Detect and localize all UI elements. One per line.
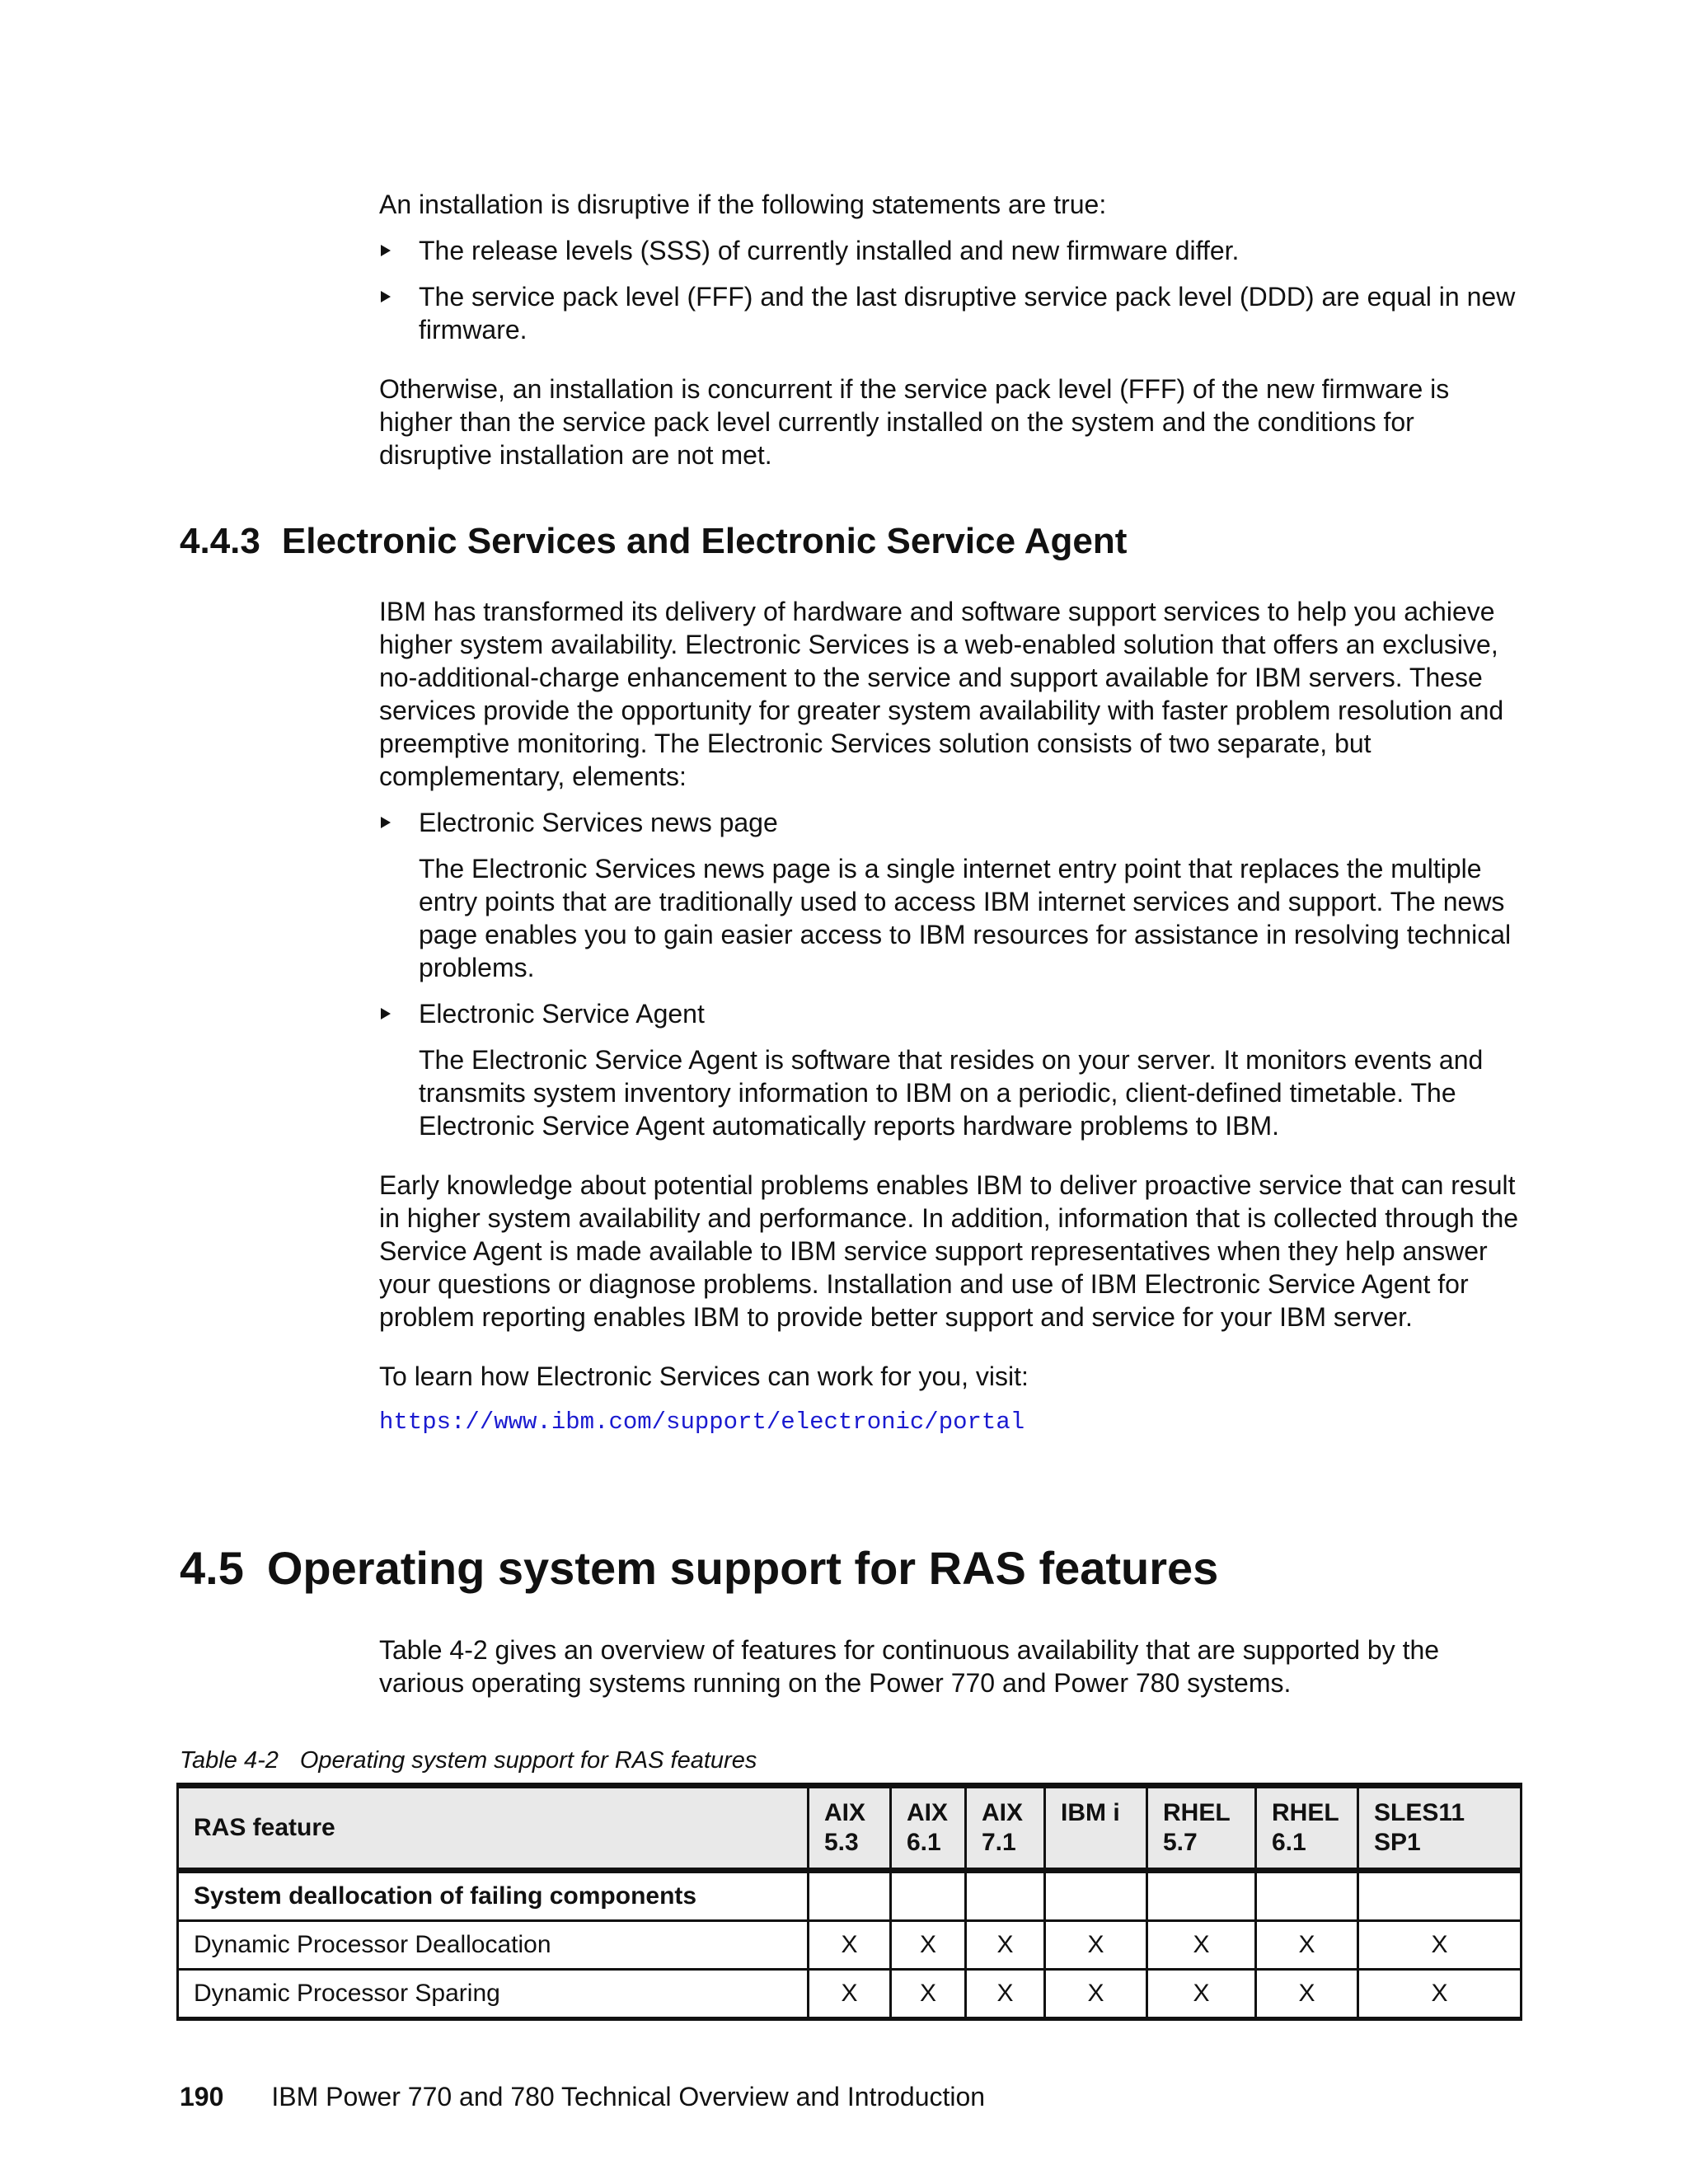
column-header-ibm-i: IBM i — [1045, 1786, 1147, 1871]
section-4-5-body — [379, 1633, 1521, 1699]
intro-lead: An installation is disruptive if the following statements are true: — [379, 190, 1107, 219]
column-header-ras-feature: RAS feature — [178, 1786, 809, 1871]
page-number: 190 — [180, 2082, 224, 2111]
intro-otherwise-paragraph: Otherwise, an installation is concurrent if the service pack level (FFF) of the new firmware is higher than the service pack level currently installed on the system and the conditions for disruptive installation are not met. — [379, 374, 1450, 470]
intro-block — [379, 188, 1521, 471]
table-row — [178, 1921, 1522, 1970]
column-header-rhel-6-1: RHEL 6.1 — [1256, 1786, 1358, 1871]
column-header-aix-5-3: AIX 5.3 — [809, 1786, 891, 1871]
table-row — [178, 1970, 1522, 2019]
row-feature-name: Dynamic Processor Sparing — [178, 1970, 809, 2019]
table-caption: Table 4-2 Operating system support for RAS features — [180, 1747, 757, 1774]
bullet-triangle-icon — [381, 1008, 391, 1019]
table-header-row — [178, 1786, 1522, 1871]
section-heading-4-5: 4.5 Operating system support for RAS features — [180, 1542, 1219, 1594]
learn-more-text: To learn how Electronic Services can work for you, visit: — [379, 1361, 1029, 1391]
section-heading-4-4-3: 4.4.3 Electronic Services and Electronic Service Agent — [180, 521, 1128, 561]
electronic-services-intro-paragraph: IBM has transformed its delivery of hardware and software support services to help you achieve higher system availability. Electronic Services is a web-enabled solution that offers an exclusive, no-additional-charge enhancement to the service and support available for IBM servers. These services provide the opportunity for greater system availability with faster problem resolution and preemptive monitoring. The Electronic Services solution consists of two separate, but complementary, elements: — [379, 597, 1504, 791]
support-mark: X — [1358, 1970, 1522, 2019]
bullet-triangle-icon — [381, 817, 391, 828]
page-footer — [180, 2080, 985, 2113]
support-mark: X — [1256, 1921, 1358, 1970]
support-mark: X — [1358, 1921, 1522, 1970]
support-mark: X — [809, 1970, 891, 2019]
book-title: IBM Power 770 and 780 Technical Overview and Introduction — [271, 2082, 986, 2111]
support-mark: X — [809, 1921, 891, 1970]
table-intro-paragraph: Table 4-2 gives an overview of features for continuous availability that are supported by the various operating systems running on the Power 770 and Power 780 systems. — [379, 1635, 1440, 1698]
electronic-services-elements-list — [379, 806, 1521, 839]
bullet-triangle-icon — [381, 291, 391, 302]
row-feature-name: Dynamic Processor Deallocation — [178, 1921, 809, 1970]
support-mark: X — [966, 1921, 1045, 1970]
support-mark: X — [891, 1921, 966, 1970]
support-mark: X — [1256, 1970, 1358, 2019]
list-item: The release levels (SSS) of currently installed and new firmware differ. — [379, 234, 1521, 267]
news-page-description: The Electronic Services news page is a single internet entry point that replaces the multiple entry points that are traditionally used to access IBM internet services and support. The news page enables you to gain easier access to IBM resources for assistance in resolving technical problems. — [419, 854, 1512, 982]
electronic-services-elements-list-2 — [379, 997, 1521, 1030]
early-knowledge-paragraph: Early knowledge about potential problems enables IBM to deliver proactive service that can result in higher system availability and performance. In addition, information that is collected through the Service Agent is made available to IBM service support representatives when they help answer your questions or diagnose problems. Installation and use of IBM Electronic Service Agent for problem reporting enables IBM to provide better support and service for your IBM server. — [379, 1170, 1519, 1332]
column-header-aix-6-1: AIX 6.1 — [891, 1786, 966, 1871]
column-header-rhel-5-7: RHEL 5.7 — [1147, 1786, 1256, 1871]
support-mark: X — [1147, 1970, 1256, 2019]
group-row-label: System deallocation of failing components — [178, 1871, 809, 1921]
support-mark: X — [1045, 1921, 1147, 1970]
service-agent-description: The Electronic Service Agent is software that resides on your server. It monitors events and transmits system inventory information to IBM on a periodic, client-defined timetable. The Electronic Service Agent automatically reports hardware problems to IBM. — [419, 1045, 1484, 1141]
list-item: Electronic Service Agent — [379, 997, 1521, 1030]
disruptive-conditions-list — [379, 234, 1521, 346]
electronic-services-portal-link[interactable]: https://www.ibm.com/support/electronic/portal — [379, 1408, 1025, 1436]
support-mark: X — [966, 1970, 1045, 2019]
list-item: Electronic Services news page — [379, 806, 1521, 839]
column-header-sles11-sp1: SLES11 SP1 — [1358, 1786, 1522, 1871]
support-mark: X — [1147, 1921, 1256, 1970]
list-item: The service pack level (FFF) and the last disruptive service pack level (DDD) are equal in new firmware. — [379, 280, 1521, 346]
bullet-triangle-icon — [381, 245, 391, 256]
section-4-4-3-body — [379, 595, 1521, 1439]
ras-feature-support-table — [176, 1783, 1522, 2021]
column-header-aix-7-1: AIX 7.1 — [966, 1786, 1045, 1871]
support-mark: X — [1045, 1970, 1147, 2019]
support-mark: X — [891, 1970, 966, 2019]
table-group-row — [178, 1871, 1522, 1921]
